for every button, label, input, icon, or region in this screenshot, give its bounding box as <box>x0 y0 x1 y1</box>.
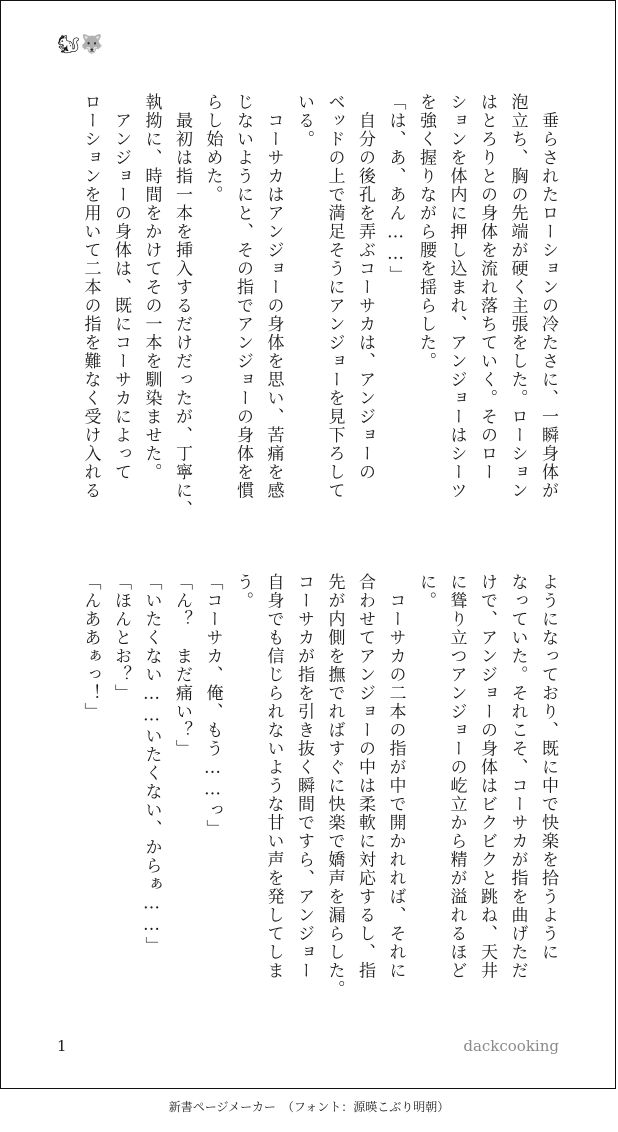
text-line: 「ほんとお？」 <box>111 573 131 703</box>
text-line: けで、アンジョーの身体はビクビクと跳ね、天井 <box>477 573 497 980</box>
text-line: 「んああぁっ！」 <box>80 573 101 721</box>
text-line: 先が内側を撫でればすぐに快楽で嬌声を漏らした。 <box>324 573 345 999</box>
text-line: ベッドの上で満足そうにアンジョーを見下ろして <box>324 93 345 500</box>
text-line: に。 <box>416 573 436 610</box>
text-line: 執拗に、時間をかけてその一本を馴染ませた。 <box>141 93 162 482</box>
text-line: 自分の後孔を弄ぶコーサカは、アンジョーの <box>355 93 375 482</box>
text-line: 「ん？ まだ痛い？」 <box>172 573 192 758</box>
text-line: ローションを用いて二本の指を難なく受け入れる <box>80 93 101 500</box>
text-line: に聳り立つアンジョーの屹立から精が溢れるほど <box>446 573 467 980</box>
text-line: 合わせてアンジョーの中は柔軟に対応するし、指 <box>355 573 375 980</box>
text-line: 「は、あ、あん……」 <box>385 93 406 284</box>
text-line: を強く握りながら腰を揺らした。 <box>416 93 436 371</box>
text-line: コーサカの二本の指が中で開かれれば、それに <box>385 573 406 980</box>
text-line: 垂らされたローションの冷たさに、一瞬身体が <box>538 93 558 500</box>
text-column-bottom <box>75 573 563 1013</box>
text-line: 「いたくない……いたくない、からぁ……」 <box>141 573 162 955</box>
text-line: アンジョーの身体は、既にコーサカによって <box>111 93 131 482</box>
footer-caption: 新書ページメーカー （フォント：源暎こぶり明朝） <box>168 1100 450 1114</box>
text-line: じないようにと、その指でアンジョーの身体を慣 <box>233 93 253 500</box>
text-line: 「コーサカ、俺、もう……っ」 <box>202 573 223 838</box>
text-line: 自身でも信じられないような甘い声を発してしま <box>263 573 284 980</box>
text-line: はとろりとの身体を流れ落ちていく。そのロー <box>477 93 497 482</box>
text-line: らし始めた。 <box>202 93 223 204</box>
text-line: コーサカはアンジョーの身体を思い、苦痛を感 <box>263 93 284 500</box>
author-signature: dackcooking <box>463 1037 559 1055</box>
text-line: いる。 <box>294 93 314 149</box>
text-column-top <box>75 93 563 523</box>
text-line: コーサカが指を引き抜く瞬間ですら、アンジョー <box>294 573 314 980</box>
text-line: 泡立ち、胸の先端が硬く主張をした。ローション <box>507 93 528 500</box>
header-emoji: 🐿🐺 <box>57 34 105 55</box>
text-line: 最初は指一本を挿入するだけだったが、丁寧に、 <box>172 93 192 519</box>
text-line: ようになっており、既に中で快楽を拾うように <box>538 573 558 962</box>
text-line: う。 <box>233 573 253 610</box>
page-number: 1 <box>57 1037 67 1055</box>
text-line: ションを体内に押し込まれ、アンジョーはシーツ <box>446 93 467 500</box>
text-line: なっていた。それこそ、コーサカが指を曲げただ <box>507 573 528 980</box>
